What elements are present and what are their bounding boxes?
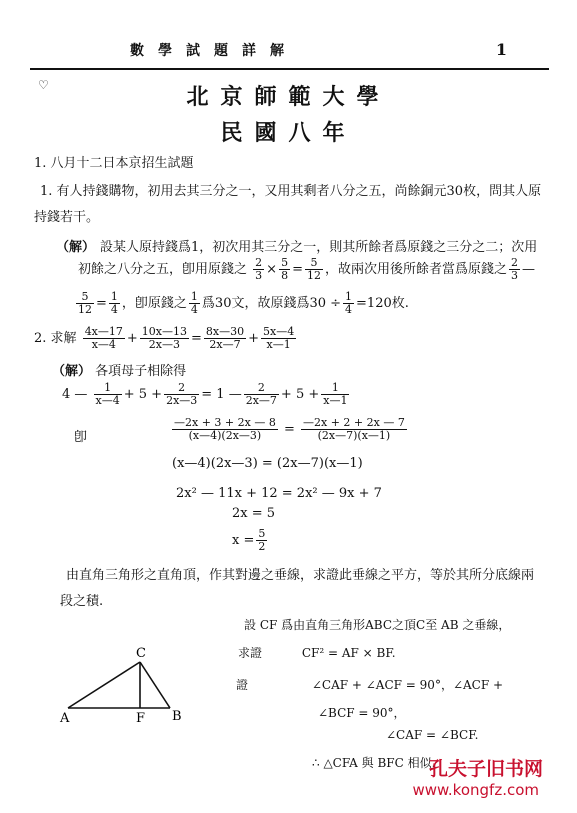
header-rule bbox=[30, 68, 549, 70]
year-title: 民國八年 bbox=[220, 120, 357, 146]
problem3-line2: 段之積. bbox=[60, 594, 104, 609]
margin-mark: ♡ bbox=[38, 78, 49, 92]
label-b: B bbox=[172, 709, 182, 724]
problem2-step1: 4 — $\frac{1}{x—4}$ + 5 + $\frac{2}{2x—3}$ = 1 — $\frac{2}{2x—7}$ + 5 + $\frac{1}{x—1}$ bbox=[62, 381, 348, 407]
university-title: 北京師範大學 bbox=[186, 84, 391, 110]
proof-line4: ∠BCF = 90°， bbox=[318, 706, 406, 720]
problem2-step3: (x—4)(2x—3) = (2x—7)(x—1) bbox=[172, 456, 363, 471]
problem2-ji: 卽 bbox=[74, 430, 88, 445]
problem2-solution: （解） 各項母子相除得 bbox=[52, 364, 187, 379]
problem2-step6: x = $\frac{5}{2}$ bbox=[232, 527, 266, 553]
label-a: A bbox=[60, 711, 70, 726]
proof-line3: 證 ∠CAF + ∠ACF = 90°，∠ACF + bbox=[236, 678, 504, 692]
problem1-line1: 1. 有人持錢購物，初用去其三分之一，又用其剩者八分之五，尚餘銅元30枚，問其人原 bbox=[40, 184, 542, 199]
label-c: C bbox=[136, 646, 146, 661]
page-header-title: 數學試題詳解 bbox=[130, 43, 298, 59]
problem3-line1: 由直角三角形之直角頂，作其對邊之垂線，求證此垂線之平方，等於其所分底線兩 bbox=[66, 568, 535, 583]
proof-line5: ∠CAF = ∠BCF. bbox=[386, 728, 479, 742]
problem1-line2: 持錢若干。 bbox=[34, 210, 100, 225]
proof-line2: 求證 CF² = AF × BF. bbox=[238, 646, 396, 660]
watermark-url: www.kongfz.com bbox=[412, 781, 539, 799]
problem2-step5: 2x = 5 bbox=[232, 506, 276, 521]
problem2-step2: $\frac{—2x + 3 + 2x — 8}{(x—4)(2x—3)}$ = $\frac{—2x + 2 + 2x — 7}{(2x—7)(x—1)}$ bbox=[174, 416, 405, 442]
problem1-solution-line2: 初餘之八分之五，卽用原錢之 $\frac{2}{3}$ × $\frac{5}{8}$ = $\frac{5}{12}$ ，故兩次用後所餘者當爲原錢之 $\frac{2}{3}$ — bbox=[78, 256, 535, 282]
proof-line1: 設 CF 爲由直角三角形ABC之頂C至 AB 之垂線， bbox=[244, 618, 511, 632]
problem2-step4: 2x² — 11x + 12 = 2x² — 9x + 7 bbox=[176, 486, 382, 501]
watermark-name: 孔夫子旧书网 bbox=[428, 758, 543, 780]
page-number: 1 bbox=[495, 40, 507, 59]
problem2-equation: 2. 求解 $\frac{4x—17}{x—4}$ + $\frac{10x—13}{2x—3}$ = $\frac{8x—30}{2x—7}$ + $\frac{5x—4}{x—1}$ bbox=[34, 325, 295, 351]
label-f: F bbox=[136, 711, 146, 726]
side-cb bbox=[140, 662, 170, 708]
problem1-solution-line3: $\frac{5}{12}$ = $\frac{1}{4}$ ，卽原錢之 $\frac{1}{4}$ 爲30文，故原錢爲30 ÷ $\frac{1}{4}$ =120枚. bbox=[78, 290, 409, 316]
problem1-solution-label: （解） bbox=[56, 240, 96, 255]
proof-line6: ∴ △CFA 與 BFC 相似. bbox=[312, 756, 436, 770]
section-heading: 1. 八月十二日本京招生試題 bbox=[34, 156, 194, 171]
side-ac bbox=[68, 662, 140, 708]
problem1-solution-line1: 設某人原持錢爲1，初次用其三分之一，則其所餘者爲原錢之三分之二；次用 bbox=[100, 240, 538, 255]
triangle-figure bbox=[58, 640, 198, 730]
